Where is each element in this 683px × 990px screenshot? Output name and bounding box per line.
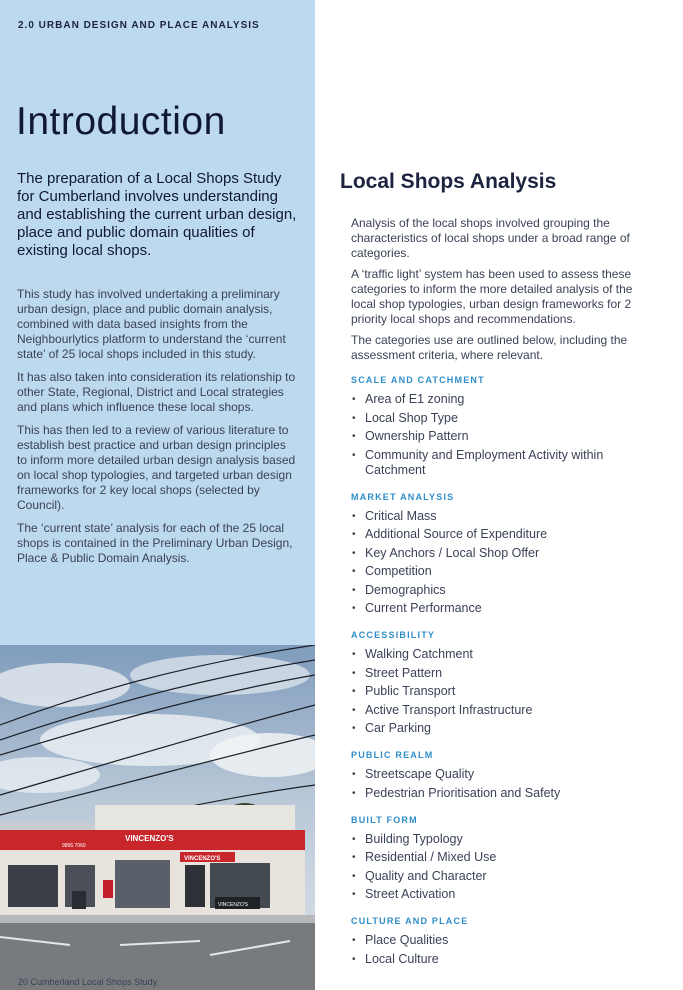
list-item: • Quality and Character: [351, 869, 656, 884]
category-list: [351, 509, 656, 617]
category-scale-catchment: [351, 373, 656, 478]
shop-sign-banner: VINCENZO'S: [218, 902, 249, 908]
list-item: • Streetscape Quality: [351, 767, 656, 782]
intro-body: [17, 287, 297, 574]
list-item: • Area of E1 zoning: [351, 392, 656, 407]
analysis-body: [351, 216, 656, 970]
list-item: • Street Activation: [351, 887, 656, 902]
analysis-paragraph: Analysis of the local shops involved grouping the characteristics of local shops under a broad range of categories.: [351, 216, 630, 260]
category-list: [351, 767, 656, 801]
intro-title: Introduction: [16, 100, 226, 143]
list-item: • Current Performance: [351, 601, 656, 616]
category-heading: ACCESSIBILITY: [351, 630, 436, 640]
list-item: • Ownership Pattern: [351, 429, 656, 444]
list-item: • Street Pattern: [351, 666, 656, 681]
category-culture-place: [351, 914, 656, 967]
page-footer: 20 Cumberland Local Shops Study: [18, 977, 158, 987]
intro-lead: The preparation of a Local Shops Study for Cumberland involves understanding and establishing the current urban design, place and public domain qualities of existing local shops.: [17, 170, 297, 259]
analysis-paragraph: The categories use are outlined below, including the assessment criteria, where relevant.: [351, 333, 628, 362]
street-photo: [0, 645, 315, 990]
analysis-title: Local Shops Analysis: [340, 170, 557, 193]
list-item: • Local Shop Type: [351, 411, 656, 426]
intro-paragraph: This has then led to a review of various literature to establish best practice and urban design principles to inform more detailed urban design analysis based on local shop typologies, and targeted urban design frameworks for 2 key local shops (selected by Council).: [17, 423, 296, 512]
intro-paragraph: This study has involved undertaking a preliminary urban design, place and public domain analysis, combined with data based insights from the Neighbourlytics platform to understand the ‘current state’ of 25 local shops included in this study.: [17, 287, 286, 361]
list-item: • Place Qualities: [351, 933, 656, 948]
section-label: 2.0 URBAN DESIGN AND PLACE ANALYSIS: [18, 20, 260, 31]
list-item: • Competition: [351, 564, 656, 579]
category-accessibility: [351, 628, 656, 736]
list-item: • Community and Employment Activity within Catchment: [351, 448, 656, 478]
list-item: • Critical Mass: [351, 509, 656, 524]
list-item: • Public Transport: [351, 684, 656, 699]
intro-paragraph: The ‘current state’ analysis for each of the 25 local shops is contained in the Preliminary Urban Design, Place & Public Domain Analysis.: [17, 521, 293, 565]
category-list: [351, 832, 656, 903]
list-item: • Residential / Mixed Use: [351, 850, 656, 865]
category-heading: PUBLIC REALM: [351, 750, 434, 760]
list-item: • Walking Catchment: [351, 647, 656, 662]
category-list: [351, 933, 656, 967]
intro-paragraph: It has also taken into consideration its relationship to other State, Regional, District and Local strategies and plans which influence these local shops.: [17, 370, 296, 414]
analysis-paragraph: A ‘traffic light’ system has been used to assess these categories to inform the more detailed analysis of the local shop typologies, urban design frameworks for 2 priority local shops and recommendations.: [351, 267, 633, 326]
category-heading: SCALE AND CATCHMENT: [351, 375, 485, 385]
category-market-analysis: [351, 490, 656, 617]
shop-sign-phone: 9896 7060: [62, 843, 86, 849]
shop-sign-main: VINCENZO'S: [125, 834, 174, 843]
list-item: • Local Culture: [351, 952, 656, 967]
category-built-form: [351, 813, 656, 903]
category-public-realm: [351, 748, 656, 801]
category-heading: BUILT FORM: [351, 814, 418, 825]
list-item: • Demographics: [351, 583, 656, 598]
list-item: • Key Anchors / Local Shop Offer: [351, 546, 656, 561]
list-item: • Building Typology: [351, 832, 656, 847]
list-item: • Pedestrian Prioritisation and Safety: [351, 786, 656, 801]
list-item: • Additional Source of Expenditure: [351, 527, 656, 542]
list-item: • Car Parking: [351, 721, 656, 736]
category-list: [351, 392, 656, 478]
category-list: [351, 647, 656, 736]
category-heading: CULTURE AND PLACE: [351, 916, 469, 926]
intro-panel: [0, 0, 315, 645]
list-item: • Active Transport Infrastructure: [351, 703, 656, 718]
shop-sign-secondary: VINCENZO'S: [184, 856, 221, 862]
category-heading: MARKET ANALYSIS: [351, 491, 455, 502]
